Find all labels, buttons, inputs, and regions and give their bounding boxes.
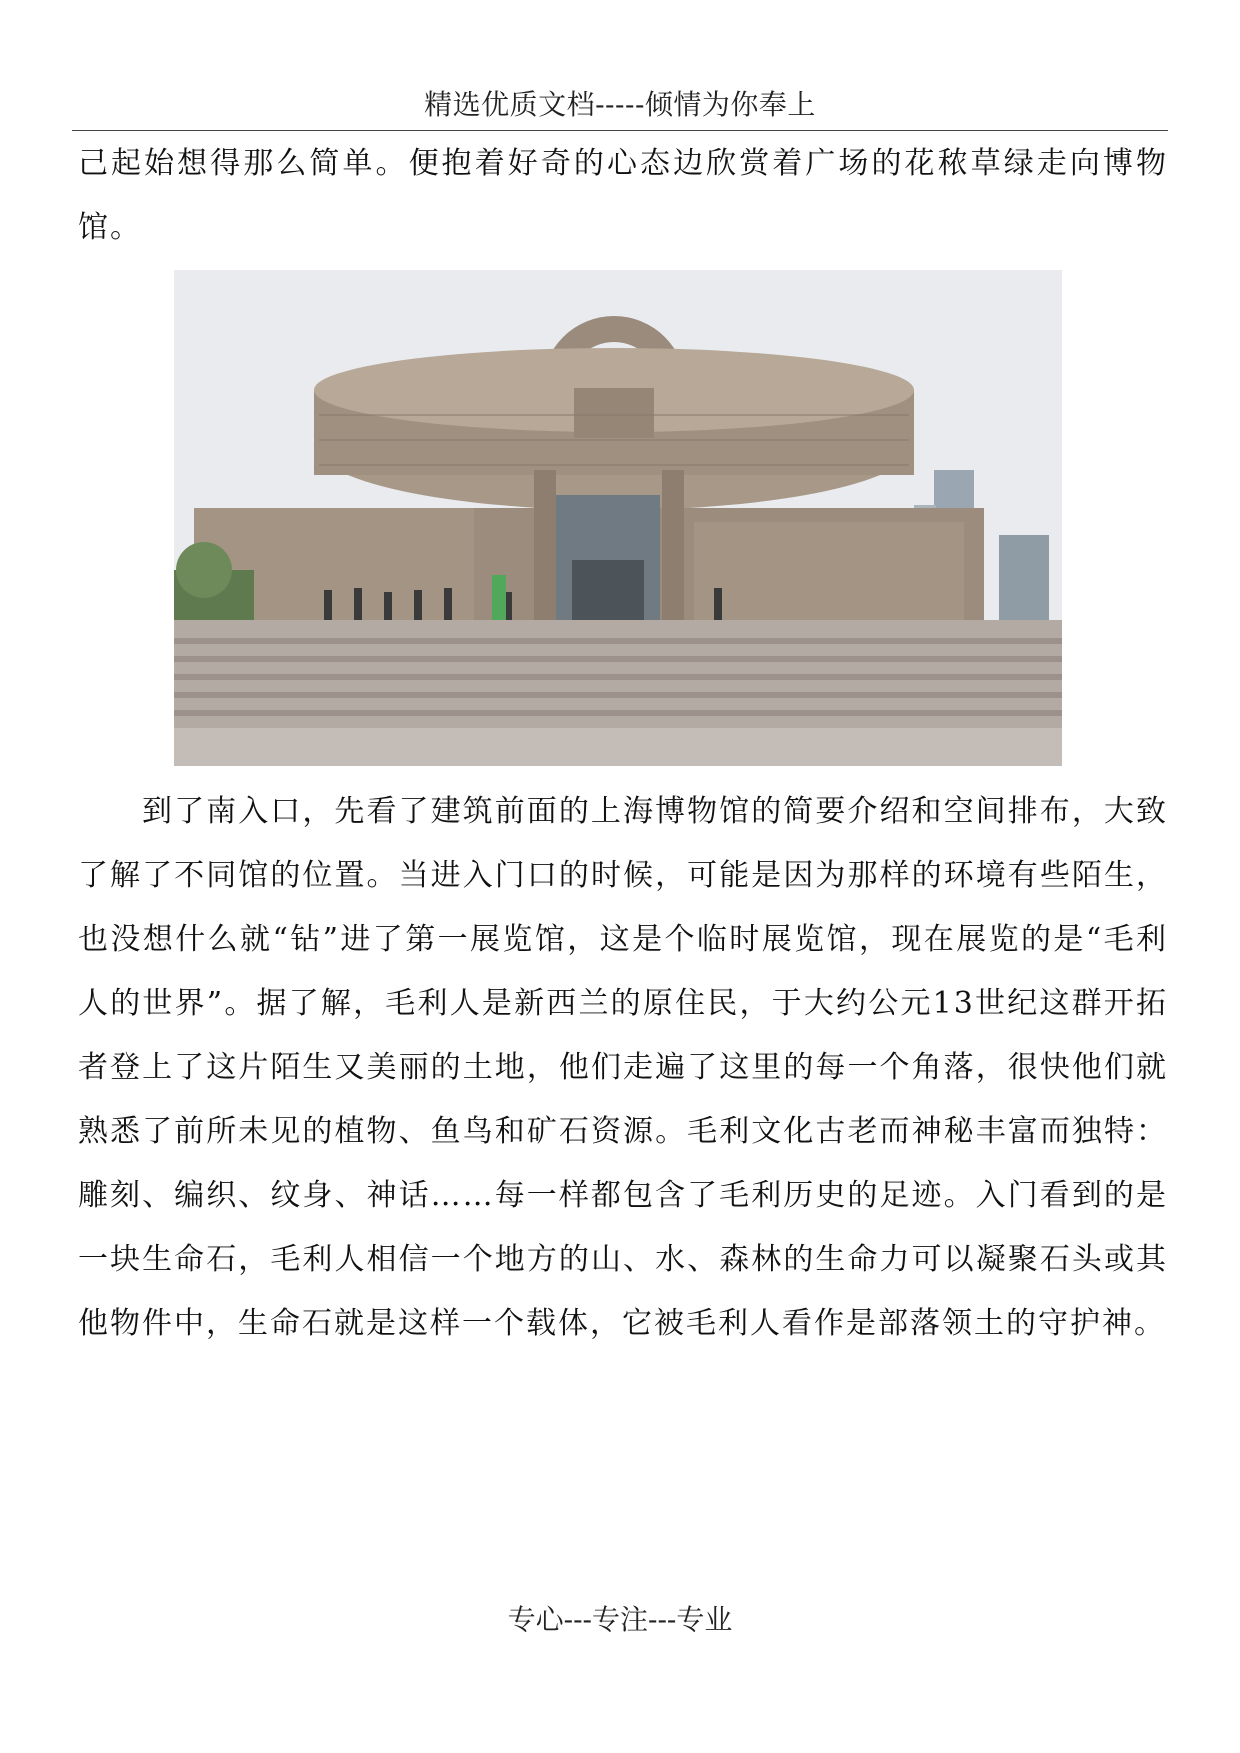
page-footer: 专心---专注---专业 (507, 1603, 733, 1636)
page-header (72, 80, 1168, 131)
header-text: 精选优质文档-----倾情为你奉上 (424, 88, 816, 121)
museum-photo (174, 270, 1062, 766)
paragraph-2: 到了南入口，先看了建筑前面的上海博物馆的简要介绍和空间排布，大致了解了不同馆的位置。当进入门口的时候，可能是因为那样的环境有些陌生，也没想什么就“钻”进了第一展览馆，这是个临时展览馆，现在展览的是“毛利人的世界”。据了解，毛利人是新西兰的原住民，于大约公元13世纪这群开拓者登上了这片陌生又美丽的土地，他们走遍了这里的每一个角落，很快他们就熟悉了前所未见的植物、鱼鸟和矿石资源。毛利文化古老而神秘丰富而独特：雕刻、编织、纹身、神话……每一样都包含了毛利历史的足迹。入门看到的是一块生命石，毛利人相信一个地方的山、水、森林的生命力可以凝聚石头或其他物件中，生命石就是这样一个载体，它被毛利人看作是部落领土的守护神。 (78, 794, 1168, 1341)
paragraph-1: 己起始想得那么简单。便抱着好奇的心态边欣赏着广场的花秾草绿走向博物馆。 (78, 146, 1168, 245)
